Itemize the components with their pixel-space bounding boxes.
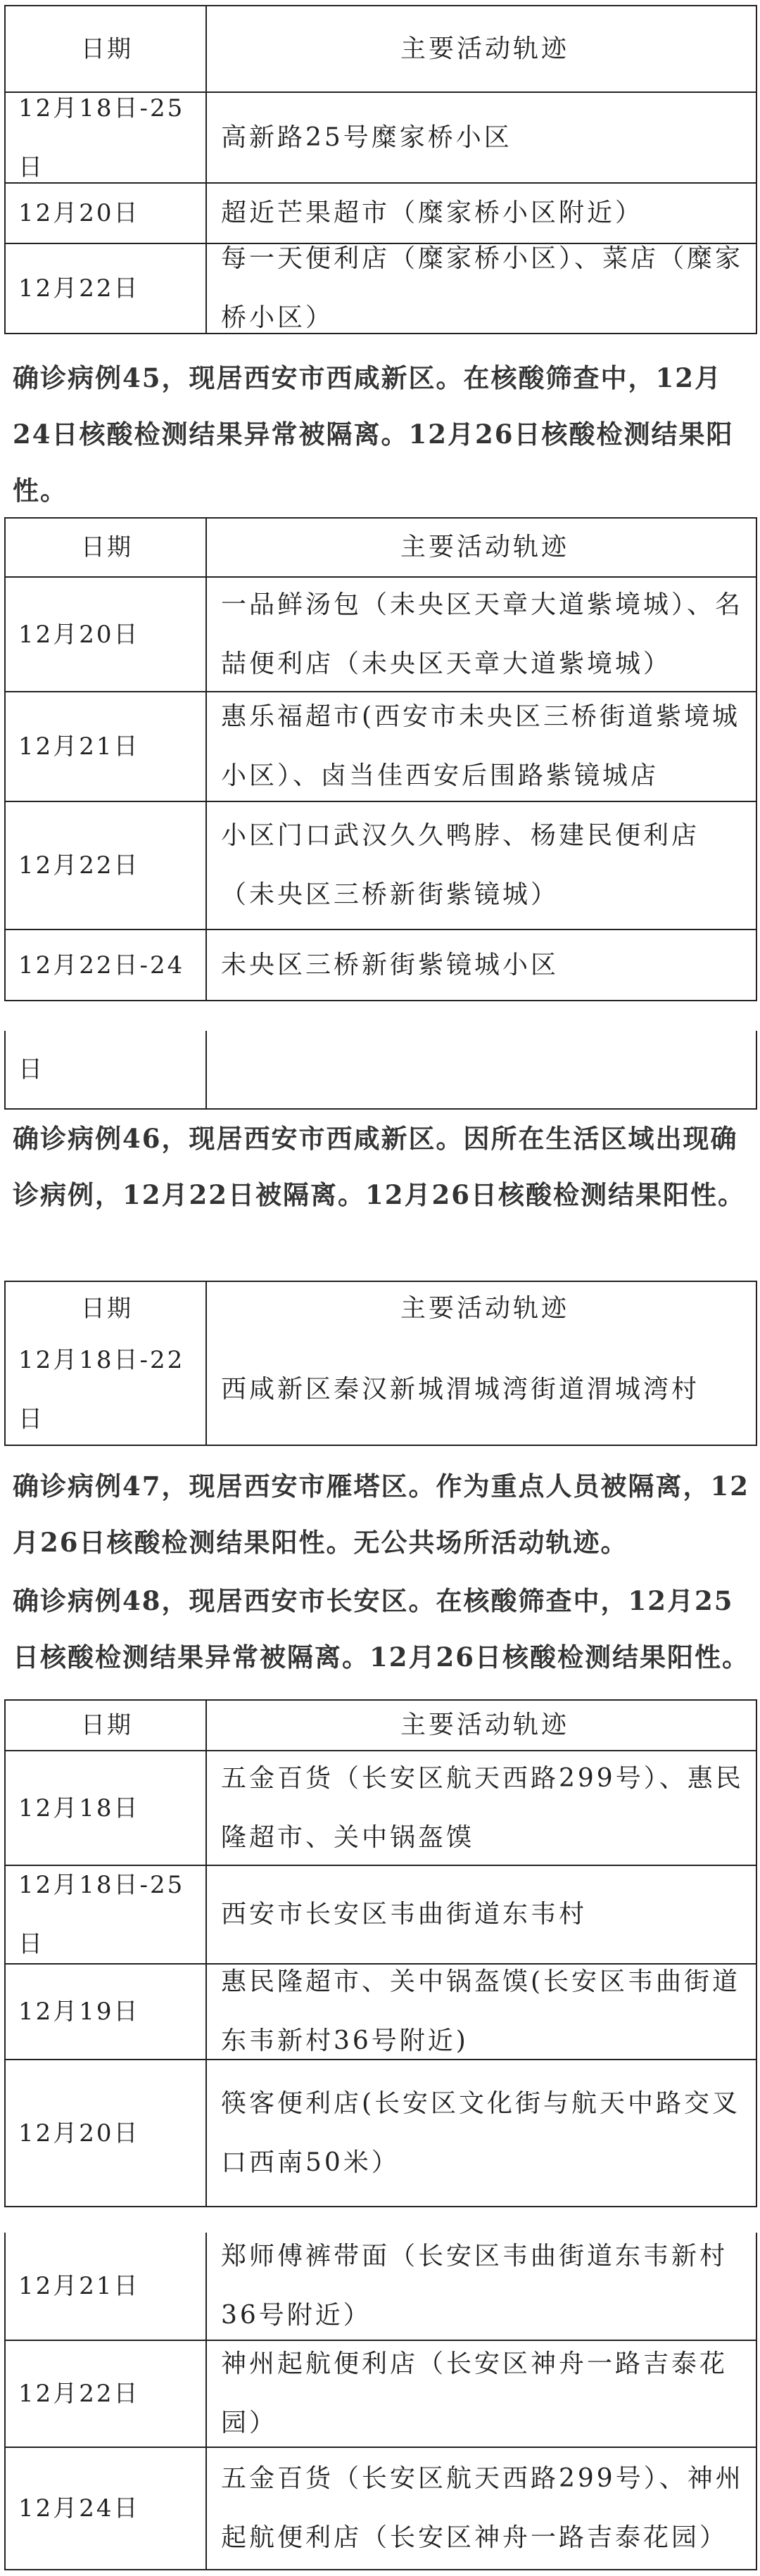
row-track: 超近芒果超市（糜家桥小区附近） [221, 198, 644, 227]
case-45-text: 确诊病例45，现居西安市西咸新区。在核酸筛查中，12月24日核酸检测结果异常被隔离。12月26日核酸检测结果阳性。 [13, 362, 734, 506]
header-track: 主要活动轨迹 [400, 1293, 569, 1323]
row-date: 12月18日-22日 [6, 1335, 207, 1445]
row-track: 高新路25号糜家桥小区 [221, 122, 512, 152]
trajectory-table-1 [4, 5, 757, 334]
row-track [207, 1031, 756, 1108]
row-date: 12月22日 [6, 2341, 207, 2447]
row-track: 未央区三桥新街紫镜城小区 [221, 950, 559, 979]
row-date: 12月20日 [6, 2060, 207, 2206]
header-track: 主要活动轨迹 [400, 34, 569, 63]
trajectory-table-2-continued [4, 1031, 757, 1110]
row-track: 惠乐福超市(西安市未央区三桥街道紫境城小区）、卤当佳西安后围路紫镜城店 [221, 702, 741, 790]
header-track: 主要活动轨迹 [400, 1711, 569, 1739]
row-date: 12月22日 [6, 244, 207, 333]
header-track: 主要活动轨迹 [400, 533, 569, 561]
row-date: 12月18日-25日 [6, 1866, 207, 1963]
trajectory-table-4 [4, 1699, 757, 2207]
row-date: 12月22日-24 [6, 930, 207, 1000]
row-date: 日 [6, 1031, 207, 1108]
row-track: 西咸新区秦汉新城渭城湾街道渭城湾村 [221, 1375, 700, 1404]
trajectory-table-4-continued [4, 2233, 757, 2570]
case-48-text: 确诊病例48，现居西安市长安区。在核酸筛查中，12月25日核酸检测结果异常被隔离。12月26日核酸检测结果阳性。 [13, 1585, 749, 1673]
row-date: 12月21日 [6, 692, 207, 801]
header-date: 日期 [6, 1282, 207, 1335]
row-date: 12月21日 [6, 2233, 207, 2340]
row-track: 一品鲜汤包（未央区天章大道紫境城）、名喆便利店（未央区天章大道紫境城） [221, 590, 744, 678]
case-47-text: 确诊病例47，现居西安市雁塔区。作为重点人员被隔离，12月26日核酸检测结果阳性。无公共场所活动轨迹。 [13, 1471, 749, 1558]
row-track: 五金百货（长安区航天西路299号）、惠民隆超市、关中锅盔馍 [221, 1763, 744, 1852]
row-date: 12月19日 [6, 1965, 207, 2059]
trajectory-table-3 [4, 1281, 757, 1446]
trajectory-table-2 [4, 517, 757, 1001]
row-date: 12月22日 [6, 802, 207, 929]
row-track: 筷客便利店(长安区文化街与航天中路交叉口西南50米） [221, 2088, 741, 2177]
row-date: 12月18日 [6, 1751, 207, 1865]
header-date: 日期 [6, 6, 207, 91]
row-track: 神州起航便利店（长安区神舟一路吉泰花园） [221, 2349, 728, 2437]
row-date: 12月18日-25日 [6, 93, 207, 182]
header-date: 日期 [6, 519, 207, 576]
header-date: 日期 [6, 1701, 207, 1750]
row-track: 五金百货（长安区航天西路299号）、神州起航便利店（长安区神舟一路吉泰花园） [221, 2464, 744, 2552]
row-track: 小区门口武汉久久鸭脖、杨建民便利店（未央区三桥新街紫镜城） [221, 821, 700, 909]
row-date: 12月24日 [6, 2448, 207, 2569]
row-track: 惠民隆超市、关中锅盔馍(长安区韦曲街道东韦新村36号附近) [221, 1967, 741, 2055]
case-46-text: 确诊病例46，现居西安市西咸新区。因所在生活区域出现确诊病例，12月22日被隔离。12月26日核酸检测结果阳性。 [13, 1123, 745, 1210]
row-date: 12月20日 [6, 578, 207, 691]
row-track: 西安市长安区韦曲街道东韦村 [221, 1900, 588, 1929]
row-track: 每一天便利店（糜家桥小区）、菜店（糜家桥小区） [221, 244, 744, 332]
row-track: 郑师傅裤带面（长安区韦曲街道东韦新村36号附近） [221, 2242, 728, 2330]
row-date: 12月20日 [6, 184, 207, 243]
